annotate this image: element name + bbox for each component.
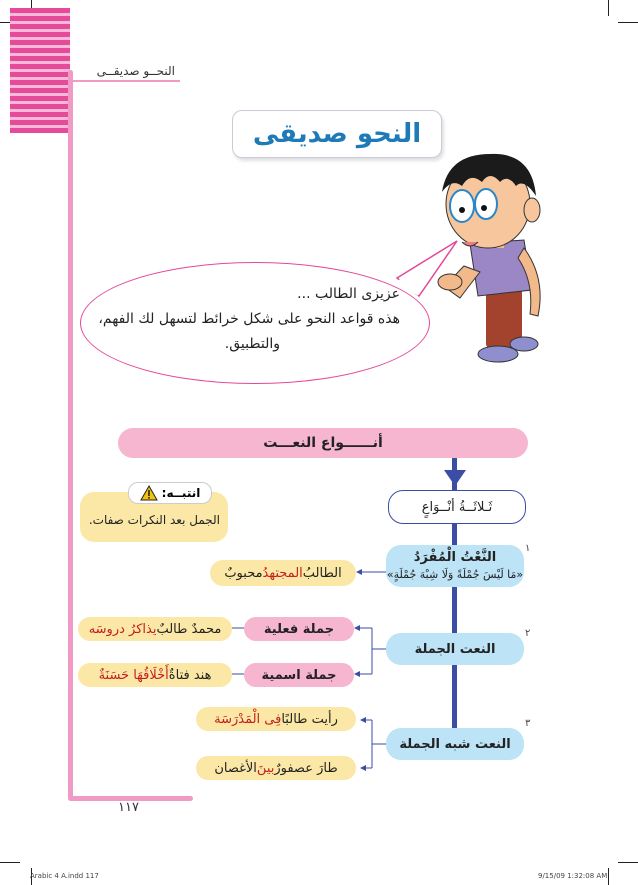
example-semi-1 — [196, 707, 356, 731]
example-nominal — [78, 663, 232, 687]
verbal-sentence-label — [244, 617, 354, 641]
footer-file-info: Arabic 4 A.indd 117 — [30, 872, 99, 880]
example-verbal — [78, 617, 232, 641]
crop-mark — [608, 0, 609, 16]
type-single-label: النَّعْتُ الْمُفْرَدُ — [413, 550, 497, 565]
crop-mark — [0, 862, 20, 863]
ex-text: الطالبُ — [302, 565, 342, 581]
example-single — [210, 560, 356, 586]
type-number: ١ — [525, 543, 531, 554]
running-header: النحــو صديقــى — [96, 64, 175, 78]
type-single-desc: «مَا لَيْسَ جُمْلَةً وَلَا شِبْهَ جُمْلَةٍ» — [386, 568, 524, 581]
page-number: ١١٧ — [118, 800, 139, 815]
down-arrow-icon — [444, 470, 466, 486]
type-semi-sentence — [386, 728, 524, 760]
crop-mark — [618, 862, 638, 863]
crop-mark — [608, 868, 609, 885]
crop-mark — [618, 22, 638, 23]
three-types-badge — [388, 490, 526, 524]
ex-highlight: المجتهدُ — [262, 565, 303, 581]
ex-highlight: فِى الْمَدْرَسَة — [214, 711, 282, 727]
header-line — [70, 80, 180, 82]
nominal-label-text: جملة اسمية — [261, 667, 337, 683]
bubble-line: هذه قواعد النحو على شكل خرائط لتسهل لك الفهم، — [98, 311, 400, 327]
bubble-text — [90, 282, 400, 357]
ex-text: طارَ عصفورٌ — [274, 760, 338, 776]
note-title-text: انتبــه: — [161, 486, 201, 500]
bubble-line: عزيزى الطالب ... — [297, 286, 400, 302]
example-semi-2 — [196, 756, 356, 780]
type-number: ٢ — [525, 628, 531, 639]
type-sentence-label: النعت الجملة — [414, 641, 496, 657]
ex-text: محبوبٌ — [224, 565, 263, 581]
ex-highlight: بينَ — [256, 760, 275, 776]
type-semi-label: النعت شبه الجملة — [399, 736, 511, 752]
type-number: ٣ — [525, 718, 531, 729]
bubble-line: والتطبيق. — [224, 336, 280, 352]
margin-line — [68, 70, 73, 800]
three-types-label: ثَـلاثَــةُ أنْــوَاعٍ — [421, 499, 493, 515]
ex-highlight: يذاكرُ دروسَه — [88, 621, 157, 637]
ex-highlight: أَخْلَاقُهَا حَسَنَةٌ — [98, 667, 169, 683]
warning-icon — [140, 485, 158, 501]
page-title: النحو صديقى — [232, 110, 442, 158]
type-single — [386, 545, 524, 587]
nominal-sentence-label — [244, 663, 354, 687]
ex-text: هند فتاةٌ — [168, 667, 212, 683]
note-title — [128, 482, 212, 504]
decorative-stripes — [10, 8, 70, 133]
footer-timestamp: 9/15/09 1:32:08 AM — [538, 872, 608, 880]
ex-text: رأيت طالبًا — [281, 711, 338, 727]
boy-illustration — [420, 148, 560, 370]
note-body: الجمل بعد النكرات صفات. — [88, 513, 220, 527]
verbal-label-text: جملة فعلية — [263, 621, 335, 637]
types-heading: أنــــــواع النعـــت — [118, 428, 528, 458]
ex-text: الأغصان — [214, 760, 257, 776]
type-sentence — [386, 633, 524, 665]
ex-text: محمدٌ طالبٌ — [156, 621, 222, 637]
